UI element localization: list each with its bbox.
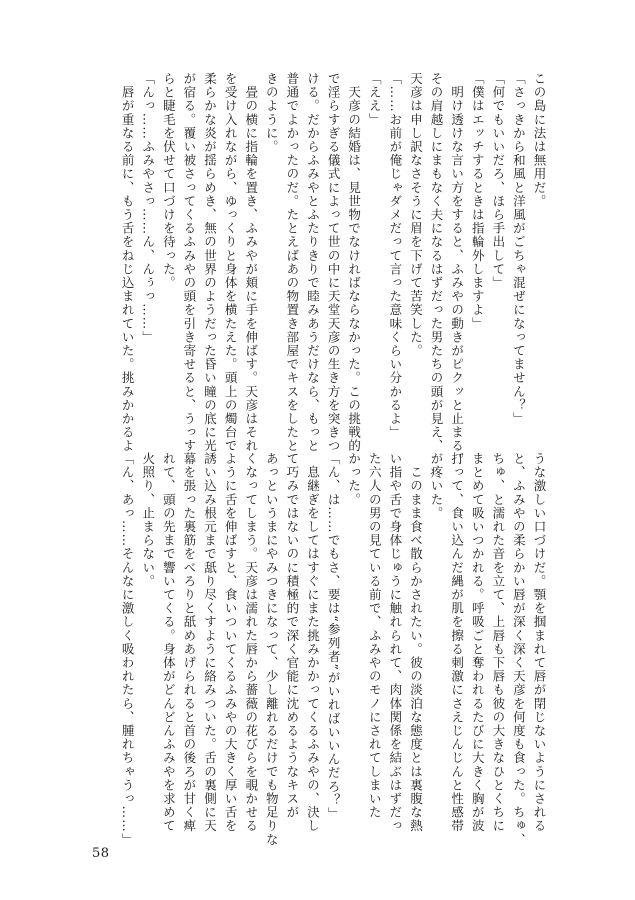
text-line: 天彦の結婚は、見世物でなければならなかった。この挑戦的 xyxy=(346,72,362,453)
text-line: 「……お前が俺じゃダメだって言った意味くらい分かるよ」 xyxy=(387,72,403,440)
text-line: この島に法は無用だ。 xyxy=(532,72,547,208)
text-line: 幕を張った裏筋をべろりと舐めあげられると首の後ろが甘く痺 xyxy=(181,452,197,833)
text-line: れて、頭の先まで響いてくる。身体がどんどんふみやを求めて xyxy=(161,452,177,833)
text-line: 「ん、あっ……そんなに激しく吸われたら、腫れちゃうっ……」 xyxy=(120,452,136,847)
text-line: かった。 xyxy=(346,452,362,507)
text-line: 「僕はエッチするときは指輪外しますよ」 xyxy=(470,72,486,331)
text-line: 火照り、止まらない。 xyxy=(140,452,156,588)
text-line: 「んっ……ふみやさっ……ん、んぅっ……」 xyxy=(140,72,156,344)
lower-text-block xyxy=(79,452,549,847)
page-number: 58 xyxy=(92,846,110,861)
text-line: 柔らかな炎が揺らめき、無の世界のようだった昏い瞳の底に光 xyxy=(202,72,218,453)
text-line: 唇が重なる前に、もう舌をねじ込まれていた。挑みかかるよ xyxy=(120,72,136,453)
text-line: ちゅ、と濡れた音を立て、上唇も下唇も彼の大きなひとくちに xyxy=(490,452,506,833)
text-line: うな激しい口づけだ。顎を掴まれて唇が閉じないようにされる xyxy=(532,452,547,833)
text-line: 畳の横に指輪を置き、ふみやが頬に手を伸ばす。天彦はそれ xyxy=(243,72,259,453)
text-line: 「ん、は……でもさ、要は“参列者”がいればいいんだろ？」 xyxy=(326,452,342,821)
text-line: 普通でよかったのだ。たとえばあの物置き部屋でキスをしたと xyxy=(284,72,300,453)
text-line: あっというまにやみつきになって、少し離れるだけでも物足りな xyxy=(264,452,280,847)
text-line: ける。だからふみやとふたりきりで睦みあうだけなら、もっと xyxy=(305,72,321,453)
text-line: 打って、食い込んだ縄が肌を擦る刺激にさえじんじんと性感帯 xyxy=(449,452,465,833)
text-line: い指や舌で身体じゅうに触れられて、肉体関係を結ぶはずだっ xyxy=(387,452,403,833)
text-line: その肩越しにまもなく夫になるはずだった男たちの頭が見え、 xyxy=(429,72,445,453)
text-line: で淫らすぎる儀式によって世の中に天堂天彦の生き方を突きつ xyxy=(326,72,342,453)
text-line: らと睫毛を伏せて口づけを待った。 xyxy=(161,72,177,290)
text-line: このまま食べ散らかされたい。彼の淡泊な態度とは裏腹な熱 xyxy=(408,452,424,833)
text-line: まとめて吸いつかれる。呼吸ごと奪われるたびに大きく胸が波 xyxy=(470,452,486,833)
text-line: くなってしまう。天彦は濡れた唇から薔薇の花びらを覗かせる xyxy=(243,452,259,833)
text-line: て巧みではないのに積極的で深く官能に沈めるようなキスが xyxy=(284,452,300,820)
text-line: 誘い込み根元まで舐り尽くすように絡みついた。舌の裏側に天 xyxy=(202,452,218,833)
text-line: 「ええ」 xyxy=(367,72,383,127)
text-line: を受け入れながら、ゆっくりと身体を横たえた。頭上の燭台で xyxy=(223,72,239,453)
text-line: 天彦は申し訳なさそうに眉を下げて苦笑した。 xyxy=(408,72,424,358)
text-line: 明け透けな言い方をすると、ふみやの動きがピクッと止まる。 xyxy=(449,72,465,467)
text-line: と、ふみやの柔らかい唇が深く深く天彦を何度も食った。ちゅ、 xyxy=(511,452,527,847)
text-line: 「何でもいいだろ、ほら手出して」 xyxy=(490,72,506,290)
text-line: が宿る。覆い被さってくるふみやの頭を引き寄せると、うっす xyxy=(181,72,197,453)
text-line: が疼いた。 xyxy=(429,452,445,520)
text-line: ように舌を伸ばすと、食いついてくるふみやの大きく厚い舌を xyxy=(223,452,239,833)
text-line: た六人の男の見ている前で、ふみやのモノにされてしまいた xyxy=(367,452,383,820)
text-line: 息継ぎをしてはすぐにまた挑みかかってくるふみやの、決し xyxy=(305,452,321,833)
upper-text-block xyxy=(79,72,549,467)
text-line: 「さっきから和風と洋風がごちゃ混ぜになってません？」 xyxy=(511,72,527,426)
text-line: きのように。 xyxy=(264,72,280,154)
